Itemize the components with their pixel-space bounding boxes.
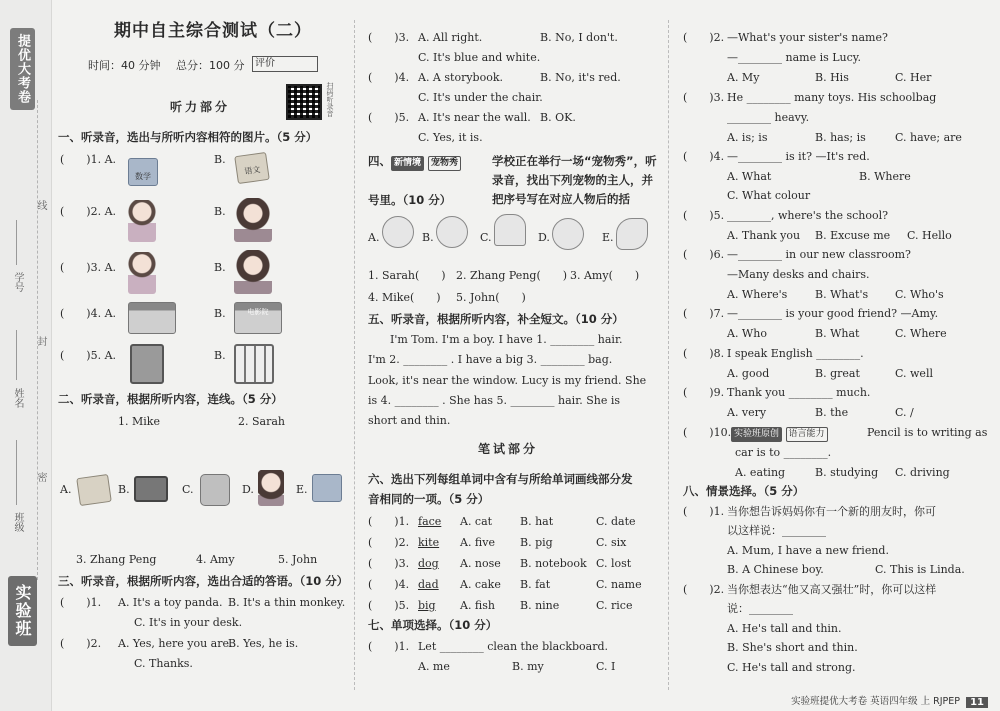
- q6-row-1-c: C. date: [596, 515, 636, 528]
- q6-row-3-b: B. notebook: [520, 557, 587, 570]
- girl-picture: [128, 252, 156, 294]
- building-picture: [128, 302, 176, 334]
- q7-item-9-num[interactable]: ( )9.: [683, 386, 725, 399]
- notebook-picture: [312, 474, 342, 502]
- blackboard-picture: [134, 476, 168, 502]
- q7-item-10-tags: [731, 423, 828, 442]
- q7-item-8-stem: I speak English ________.: [727, 347, 864, 360]
- q7-item-2-stem: —What's your sister's name?: [727, 31, 888, 44]
- page-title: 期中自主综合测试（二）: [114, 21, 312, 41]
- q6-row-5-num[interactable]: ( )5.: [368, 599, 410, 612]
- q7-item-6-b: B. What's: [815, 288, 869, 301]
- q7-item-1-a: A. me: [418, 660, 450, 673]
- column-2: [360, 0, 665, 700]
- q7-item-2-stem-2: —________ name is Lucy.: [727, 51, 862, 64]
- girl-picture: [258, 470, 284, 506]
- q7-item-9-c: C. /: [895, 406, 914, 419]
- cinema-picture: 电影院: [234, 302, 282, 334]
- q7-item-3-stem: He ________ many toys. His schoolbag: [727, 91, 937, 104]
- q7-item-5-a: A. Thank you: [727, 229, 801, 242]
- q8-item-2-stem: 当你想表达“他又高又强壮”时，你可以这样: [727, 583, 937, 596]
- q3-item-2-a: A. Yes, here you are.: [118, 637, 233, 650]
- q6-row-2-a: A. five: [460, 536, 495, 549]
- q2-name-mike: 1. Mike: [118, 415, 160, 428]
- q6-row-5-b: B. nine: [520, 599, 560, 612]
- q6-row-1-a: A. cat: [460, 515, 493, 528]
- q2-pic-b-label: B.: [118, 483, 130, 496]
- column-divider: [354, 20, 355, 690]
- girl-long-hair-picture: [234, 198, 272, 242]
- q6-row-1-word: face: [418, 515, 442, 528]
- q6-row-3-num[interactable]: ( )3.: [368, 557, 410, 570]
- q7-item-3-c: C. have; are: [895, 131, 962, 144]
- q6-row-2-b: B. pig: [520, 536, 553, 549]
- q5-line-1: I'm Tom. I'm a boy. I have 1. ________ hair.: [390, 333, 623, 346]
- q6-row-2-c: C. six: [596, 536, 627, 549]
- q1-item-2-b: B.: [214, 205, 226, 218]
- field-line: [16, 220, 17, 265]
- dog-picture: [382, 216, 414, 248]
- q4-owner-zhang-peng[interactable]: 2. Zhang Peng( ): [456, 269, 568, 282]
- q7-item-6-stem-2: —Many desks and chairs.: [727, 268, 870, 281]
- q8-item-1-stem-2: 以这样说：________: [727, 524, 826, 537]
- q7-item-6-a: A. Where's: [727, 288, 788, 301]
- time-label: 时间：40 分钟: [88, 59, 161, 72]
- q3-item-3-a: A. All right.: [418, 31, 483, 44]
- column-3: [675, 0, 990, 700]
- q8-item-1-a: A. Mum, I have a new friend.: [727, 544, 889, 557]
- q4-owner-john[interactable]: 5. John( ): [456, 291, 526, 304]
- q7-item-5-stem: ________, where's the school?: [727, 209, 888, 222]
- page-footer: 实验班提优大考卷 英语四年级 上 RJPEP: [791, 696, 960, 707]
- q6-row-1-b: B. hat: [520, 515, 554, 528]
- q3-item-3-b: B. No, I don't.: [540, 31, 618, 44]
- question-3-heading: 三、听录音，根据所听内容，选出合适的答语。（10 分）: [58, 574, 349, 588]
- q7-item-6-num[interactable]: ( )6.: [683, 248, 725, 261]
- q5-line-4: is 4. ________ . She has 5. ________ hair. She is: [368, 394, 621, 407]
- q7-item-8-c: C. well: [895, 367, 933, 380]
- question-2-heading: 二、听录音，根据所听内容，连线。（5 分）: [58, 392, 283, 406]
- q8-item-1-num[interactable]: ( )1.: [683, 505, 725, 518]
- q7-item-7-stem: —________ is your good friend? —Amy.: [727, 307, 939, 320]
- q3-item-1-a: A. It's a toy panda.: [118, 596, 223, 609]
- q1-item-2[interactable]: ( )2. A.: [60, 205, 117, 218]
- question-7-heading: 七、单项选择。（10 分）: [368, 618, 498, 632]
- q7-item-1-c: C. I: [596, 660, 616, 673]
- q5-line-3: Look, it's near the window. Lucy is my friend. She: [368, 374, 647, 387]
- question-8-heading: 八、情景选择。（5 分）: [683, 484, 805, 498]
- q7-item-8-a: A. good: [727, 367, 770, 380]
- q3-item-2-num[interactable]: ( )2.: [60, 637, 102, 650]
- q2-name-zhang-peng: 3. Zhang Peng: [76, 553, 157, 566]
- q7-item-4-c: C. What colour: [727, 189, 811, 202]
- q6-row-2-num[interactable]: ( )2.: [368, 536, 410, 549]
- q7-item-4-stem: —________ is it? —It's red.: [727, 150, 870, 163]
- q7-item-7-b: B. What: [815, 327, 860, 340]
- q2-name-sarah: 2. Sarah: [238, 415, 285, 428]
- page-number: 11: [966, 697, 988, 708]
- schoolbag-picture: [200, 474, 230, 506]
- q7-item-7-a: A. Who: [727, 327, 767, 340]
- q1-item-4-b: B.: [214, 307, 226, 320]
- bird-picture: [494, 214, 526, 246]
- q7-item-3-num[interactable]: ( )3.: [683, 91, 725, 104]
- q7-item-10-num[interactable]: ( )10.: [683, 426, 732, 439]
- q3-item-3-num[interactable]: ( )3.: [368, 31, 410, 44]
- question-1-heading: 一、听录音，选出与所听内容相符的图片。（5 分）: [58, 130, 318, 144]
- score-label: 总分：100 分: [176, 59, 245, 72]
- q3-item-5-c: C. Yes, it is.: [418, 131, 483, 144]
- brand-top-label: 提优大考卷: [10, 28, 35, 110]
- q6-row-3-a: A. nose: [460, 557, 501, 570]
- q7-item-7-c: C. Where: [895, 327, 947, 340]
- column-1: [58, 0, 350, 700]
- margin-strip: [0, 0, 52, 711]
- q7-item-5-b: B. Excuse me: [815, 229, 891, 242]
- q7-item-10-stem: Pencil is to writing as: [867, 426, 988, 439]
- q1-item-3-b: B.: [214, 261, 226, 274]
- q7-item-10-a: A. eating: [735, 466, 786, 479]
- q7-item-6-stem: —________ in our new classroom?: [727, 248, 911, 261]
- q3-item-5-num[interactable]: ( )5.: [368, 111, 410, 124]
- q7-item-2-b: B. His: [815, 71, 849, 84]
- seal-char: 封: [35, 336, 46, 346]
- door-picture: [130, 344, 164, 384]
- q2-pic-d-label: D.: [242, 483, 254, 496]
- q5-line-5: short and thin.: [368, 414, 451, 427]
- field-line: [16, 330, 17, 380]
- q2-name-john: 5. John: [278, 553, 318, 566]
- q1-item-1[interactable]: ( )1. A.: [60, 153, 117, 166]
- q1-item-1-b: B.: [214, 153, 226, 166]
- q4-pic-c-label: C.: [480, 231, 492, 244]
- eval-label: 评价: [255, 58, 275, 69]
- q6-row-4-num[interactable]: ( )4.: [368, 578, 410, 591]
- q6-row-4-b: B. fat: [520, 578, 551, 591]
- q7-item-9-a: A. very: [727, 406, 767, 419]
- q7-item-10-c: C. driving: [895, 466, 950, 479]
- q4-owner-sarah[interactable]: 1. Sarah( ): [368, 269, 446, 282]
- q7-item-5-num[interactable]: ( )5.: [683, 209, 725, 222]
- q8-item-2-stem-2: 说：________: [727, 602, 793, 615]
- q2-pic-c-label: C.: [182, 483, 194, 496]
- q6-row-5-word: big: [418, 599, 436, 612]
- q7-item-2-c: C. Her: [895, 71, 932, 84]
- field-student-id: 学号: [12, 272, 23, 292]
- question-4-text: 学校正在举行一场“宠物秀”，听录音，找出下列宠物的主人，并把序号写在对应人物后的括: [492, 154, 657, 206]
- cat-picture: [436, 216, 468, 248]
- q2-pic-a-label: A.: [60, 483, 72, 496]
- q4-pic-d-label: D.: [538, 231, 550, 244]
- q7-item-9-stem: Thank you ________ much.: [727, 386, 871, 399]
- q8-item-2-b: B. She's short and thin.: [727, 641, 858, 654]
- q7-item-6-c: C. Who's: [895, 288, 944, 301]
- q3-item-3-c: C. It's blue and white.: [418, 51, 541, 64]
- q2-pic-e-label: E.: [296, 483, 308, 496]
- q7-item-4-b: B. Where: [859, 170, 911, 183]
- q3-item-1-c: C. It's in your desk.: [134, 616, 243, 629]
- q6-row-5-a: A. fish: [460, 599, 496, 612]
- q3-item-1-num[interactable]: ( )1.: [60, 596, 102, 609]
- q8-item-2-c: C. He's tall and strong.: [727, 661, 856, 674]
- q6-row-1-num[interactable]: ( )1.: [368, 515, 410, 528]
- fish-picture: [616, 218, 648, 250]
- q7-item-10-stem-2: car is to ________.: [735, 446, 832, 459]
- brand-bottom-label: 实验班: [8, 576, 37, 646]
- q8-item-1-b: B. A Chinese boy.: [727, 563, 824, 576]
- question-4-text-2: 号里。（10 分）: [368, 193, 452, 207]
- seal-char: 线: [35, 200, 46, 210]
- q6-row-3-c: C. lost: [596, 557, 632, 570]
- girl-picture: [234, 250, 272, 294]
- chinese-book-picture: 语文: [234, 152, 270, 184]
- question-6-heading-2: 音相同的一项。（5 分）: [368, 492, 490, 506]
- q7-item-8-num[interactable]: ( )8.: [683, 347, 725, 360]
- q8-item-1-c: C. This is Linda.: [875, 563, 965, 576]
- q7-item-3-stem-2: ________ heavy.: [727, 111, 810, 124]
- q7-item-10-b: B. studying: [815, 466, 879, 479]
- tag-pet-show: 宠物秀: [428, 156, 461, 171]
- q4-pic-e-label: E.: [602, 231, 614, 244]
- listening-section-title: 听力部分: [170, 100, 231, 114]
- q7-item-5-c: C. Hello: [907, 229, 952, 242]
- q4-owner-amy[interactable]: 3. Amy( ): [570, 269, 640, 282]
- evaluation-box[interactable]: [252, 56, 318, 72]
- q7-item-4-num[interactable]: ( )4.: [683, 150, 725, 163]
- q7-item-3-b: B. has; is: [815, 131, 866, 144]
- q7-item-1-num[interactable]: ( )1.: [368, 640, 410, 653]
- field-class: 班级: [12, 512, 23, 532]
- q3-item-1-b: B. It's a thin monkey.: [228, 596, 346, 609]
- q4-pic-b-label: B.: [422, 231, 434, 244]
- q7-item-7-num[interactable]: ( )7.: [683, 307, 725, 320]
- q1-item-4[interactable]: ( )4. A.: [60, 307, 117, 320]
- q7-item-3-a: A. is; is: [727, 131, 768, 144]
- q7-item-1-b: B. my: [512, 660, 544, 673]
- q4-pic-a-label: A.: [368, 231, 380, 244]
- q1-item-5-b: B.: [214, 349, 226, 362]
- q8-item-1-stem: 当你想告诉妈妈你有一个新的朋友时，你可: [727, 505, 936, 518]
- q7-item-8-b: B. great: [815, 367, 860, 380]
- q3-item-5-a: A. It's near the wall.: [418, 111, 531, 124]
- q7-item-9-b: B. the: [815, 406, 849, 419]
- q6-row-3-word: dog: [418, 557, 439, 570]
- q3-item-2-c: C. Thanks.: [134, 657, 193, 670]
- q1-item-3[interactable]: ( )3. A.: [60, 261, 117, 274]
- q7-item-4-a: A. What: [727, 170, 772, 183]
- rabbit-picture: [552, 218, 584, 250]
- q8-item-2-a: A. He's tall and thin.: [727, 622, 842, 635]
- q3-item-4-c: C. It's under the chair.: [418, 91, 543, 104]
- q6-row-4-c: C. name: [596, 578, 642, 591]
- field-line: [16, 440, 17, 505]
- writing-section-title: 笔试部分: [478, 442, 539, 456]
- tag-language-ability: 语言能力: [786, 427, 828, 442]
- q1-item-5[interactable]: ( )5. A.: [60, 349, 117, 362]
- girl-picture: [128, 200, 156, 242]
- q3-item-4-num[interactable]: ( )4.: [368, 71, 410, 84]
- q3-item-2-b: B. Yes, he is.: [228, 637, 299, 650]
- storybook-picture: [76, 474, 112, 506]
- field-name: 姓名: [12, 388, 23, 408]
- q3-item-4-b: B. No, it's red.: [540, 71, 621, 84]
- tag-new-context: 新情境: [391, 156, 424, 171]
- seal-char: 密: [35, 472, 46, 482]
- question-5-heading: 五、听录音，根据所听内容，补全短文。（10 分）: [368, 312, 624, 326]
- column-divider: [668, 20, 669, 690]
- window-picture: [234, 344, 274, 384]
- q6-row-2-word: kite: [418, 536, 440, 549]
- q6-row-5-c: C. rice: [596, 599, 633, 612]
- qr-caption: 扫码听录音: [326, 82, 334, 117]
- qr-code-icon[interactable]: [286, 84, 322, 120]
- q3-item-5-b: B. OK.: [540, 111, 576, 124]
- q2-name-amy: 4. Amy: [196, 553, 235, 566]
- q4-owner-mike[interactable]: 4. Mike( ): [368, 291, 441, 304]
- q7-item-2-num[interactable]: ( )2.: [683, 31, 725, 44]
- tag-original: 实验班原创: [731, 427, 782, 442]
- q8-item-2-num[interactable]: ( )2.: [683, 583, 725, 596]
- q5-line-2: I'm 2. ________ . I have a big 3. ________ bag.: [368, 353, 613, 366]
- question-6-heading: 六、选出下列每组单词中含有与所给单词画线部分发: [368, 472, 633, 486]
- question-4-heading: 四、 新情境 宠物秀: [368, 152, 461, 171]
- q7-item-1-stem: Let ________ clean the blackboard.: [418, 640, 609, 653]
- q6-row-4-word: dad: [418, 578, 439, 591]
- q7-item-2-a: A. My: [727, 71, 760, 84]
- q6-row-4-a: A. cake: [460, 578, 501, 591]
- q3-item-4-a: A. A storybook.: [418, 71, 503, 84]
- math-book-picture: 数学: [128, 158, 158, 186]
